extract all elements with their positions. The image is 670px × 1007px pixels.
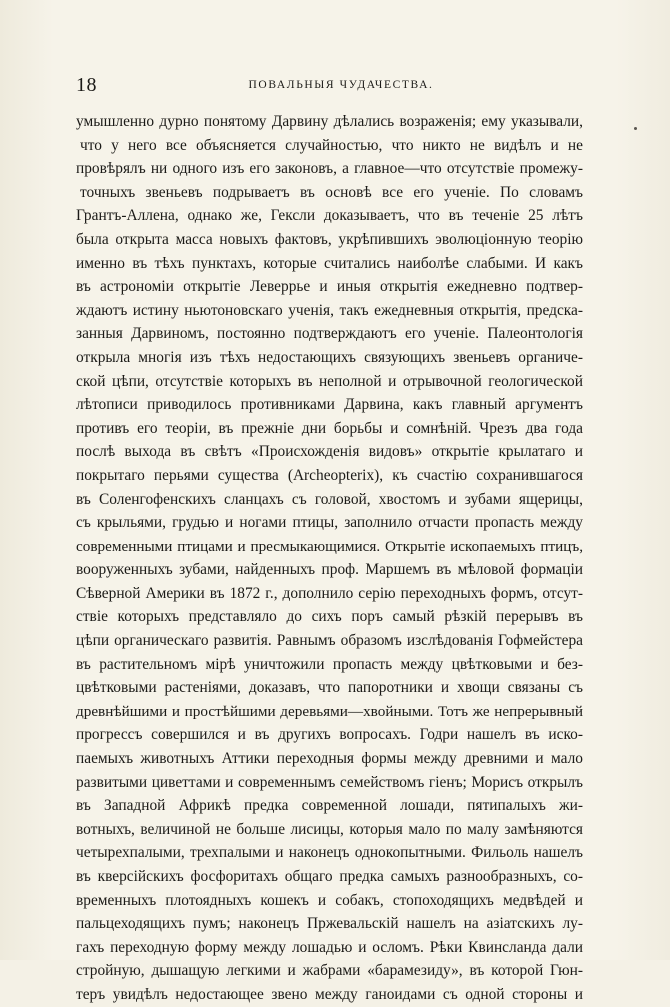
text-line: умышленно дурно понятому Дарвину дѣлались возраженія; ему указывали, <box>76 113 583 130</box>
running-title: ПОВАЛЬНЫЯ ЧУДАЧЕСТВА. <box>248 79 434 91</box>
text-line: вотныхъ, величиной не больше лисицы, которыя мало по малу замѣняются <box>76 820 583 838</box>
text-line: покрытаго перьями существа (Archeopterix), къ счастію сохранившагося <box>76 466 583 484</box>
text-line: развитыми циветтами и современнымъ семействомъ гіенъ; Морисъ открылъ <box>76 773 583 791</box>
text-line: вооруженныхъ зубами, найденныхъ проф. Маршемъ въ мѣловой формаціи <box>76 561 583 579</box>
text-line: въ Западной Африкѣ предка современной лошади, пятипалыхъ жи- <box>76 797 583 815</box>
page-header <box>76 73 606 97</box>
text-line: въ растительномъ мірѣ уничтожили пропасть между цвѣтковыми и без- <box>76 655 583 673</box>
text-line: съ крыльями, грудью и ногами птицы, заполнило отчасти пропасть между <box>76 514 583 532</box>
text-line: что у него все объясняется случайностью, что никто не видѣлъ и не <box>80 136 583 154</box>
text-line: открыла многія изъ тѣхъ недостающихъ связующихъ звеньевъ органиче- <box>76 348 583 366</box>
text-line: пальцеходящихъ пумъ; наконецъ Пржевальскій нашелъ на азіатскихъ лу- <box>76 915 583 933</box>
text-line: Грантъ-Аллена, однако же, Гексли доказываетъ, что въ теченіе 25 лѣтъ <box>76 207 583 225</box>
text-line: современными птицами и пресмыкающимися. Открытіе ископаемыхъ птицъ, <box>76 537 583 555</box>
text-line: противъ его теоріи, въ прежніе дни борьбы и сомнѣній. Чрезъ два года <box>76 419 583 437</box>
text-line: провѣрялъ ни одного изъ его законовъ, а главное—что отсутствіе промежу- <box>76 160 583 178</box>
text-line: Сѣверной Америки въ 1872 г., дополнило серію переходныхъ формъ, отсут- <box>76 584 583 602</box>
text-line: въ астрономіи открытіе Леверрье и иныя открытія ежедневно подтвер- <box>76 278 583 296</box>
text-line: четырехпалыми, трехпалыми и наконецъ однокопытными. Фильоль нашелъ <box>76 844 583 862</box>
text-line: паемыхъ животныхъ Аттики переходныя формы между древними и мало <box>76 750 583 768</box>
text-line: древнѣйшими и простѣйшими деревьями—хвойными. Тотъ же непрерывный <box>76 702 583 720</box>
text-line: была открыта масса новыхъ фактовъ, укрѣпившихъ эволюціонную теорію <box>76 230 583 248</box>
body-text <box>76 110 583 1007</box>
text-line: цвѣтковыми растеніями, доказавъ, что папоротники и хвощи связаны съ <box>76 679 583 697</box>
text-line: теръ увидѣлъ недостающее звено между ганоидами съ одной стороны и <box>76 985 583 1003</box>
text-line: ждаютъ истину ньютоновскаго ученія, такъ ежедневныя открытія, предска- <box>76 301 583 319</box>
text-line: временныхъ плотоядныхъ кошекъ и собакъ, стопоходящихъ медвѣдей и <box>76 891 583 909</box>
text-line: гахъ переходную форму между лошадью и осломъ. Рѣки Квинсланда дали <box>76 938 583 956</box>
text-line: цѣпи органическаго развитія. Равнымъ образомъ изслѣдованія Гофмейстера <box>76 632 583 650</box>
margin-speck <box>634 127 637 130</box>
text-line: въ Соленгофенскихъ сланцахъ съ головой, хвостомъ и зубами ящерицы, <box>76 490 583 508</box>
text-line: точныхъ звеньевъ подрываетъ въ основѣ все его ученіе. По словамъ <box>80 183 583 201</box>
page-number: 18 <box>76 74 97 96</box>
text-line: лѣтописи приводилось противниками Дарвина, какъ главный аргументъ <box>76 396 583 414</box>
text-line: ствіе которыхъ представляло до сихъ поръ самый рѣзкій перерывъ въ <box>76 608 583 626</box>
text-line: прогрессъ совершился и въ другихъ вопросахъ. Годри нашелъ въ иско- <box>76 726 583 744</box>
text-line: въ кверсійскихъ фосфоритахъ общаго предка самыхъ разнообразныхъ, со- <box>76 868 583 885</box>
text-line: ской цѣпи, отсутствіе которыхъ въ неполной и отрывочной геологической <box>76 372 583 390</box>
text-line: занныя Дарвиномъ, постоянно подтверждаютъ его ученіе. Палеонтологія <box>76 325 583 343</box>
text-line: стройную, дышащую легкими и жабрами «барамезиду», въ которой Гюн- <box>76 962 583 980</box>
text-line: именно въ тѣхъ пунктахъ, которые считались наиболѣе слабыми. И какъ <box>76 254 583 272</box>
text-line: послѣ выхода въ свѣтъ «Происхожденія видовъ» открытіе крылатаго и <box>76 443 583 461</box>
